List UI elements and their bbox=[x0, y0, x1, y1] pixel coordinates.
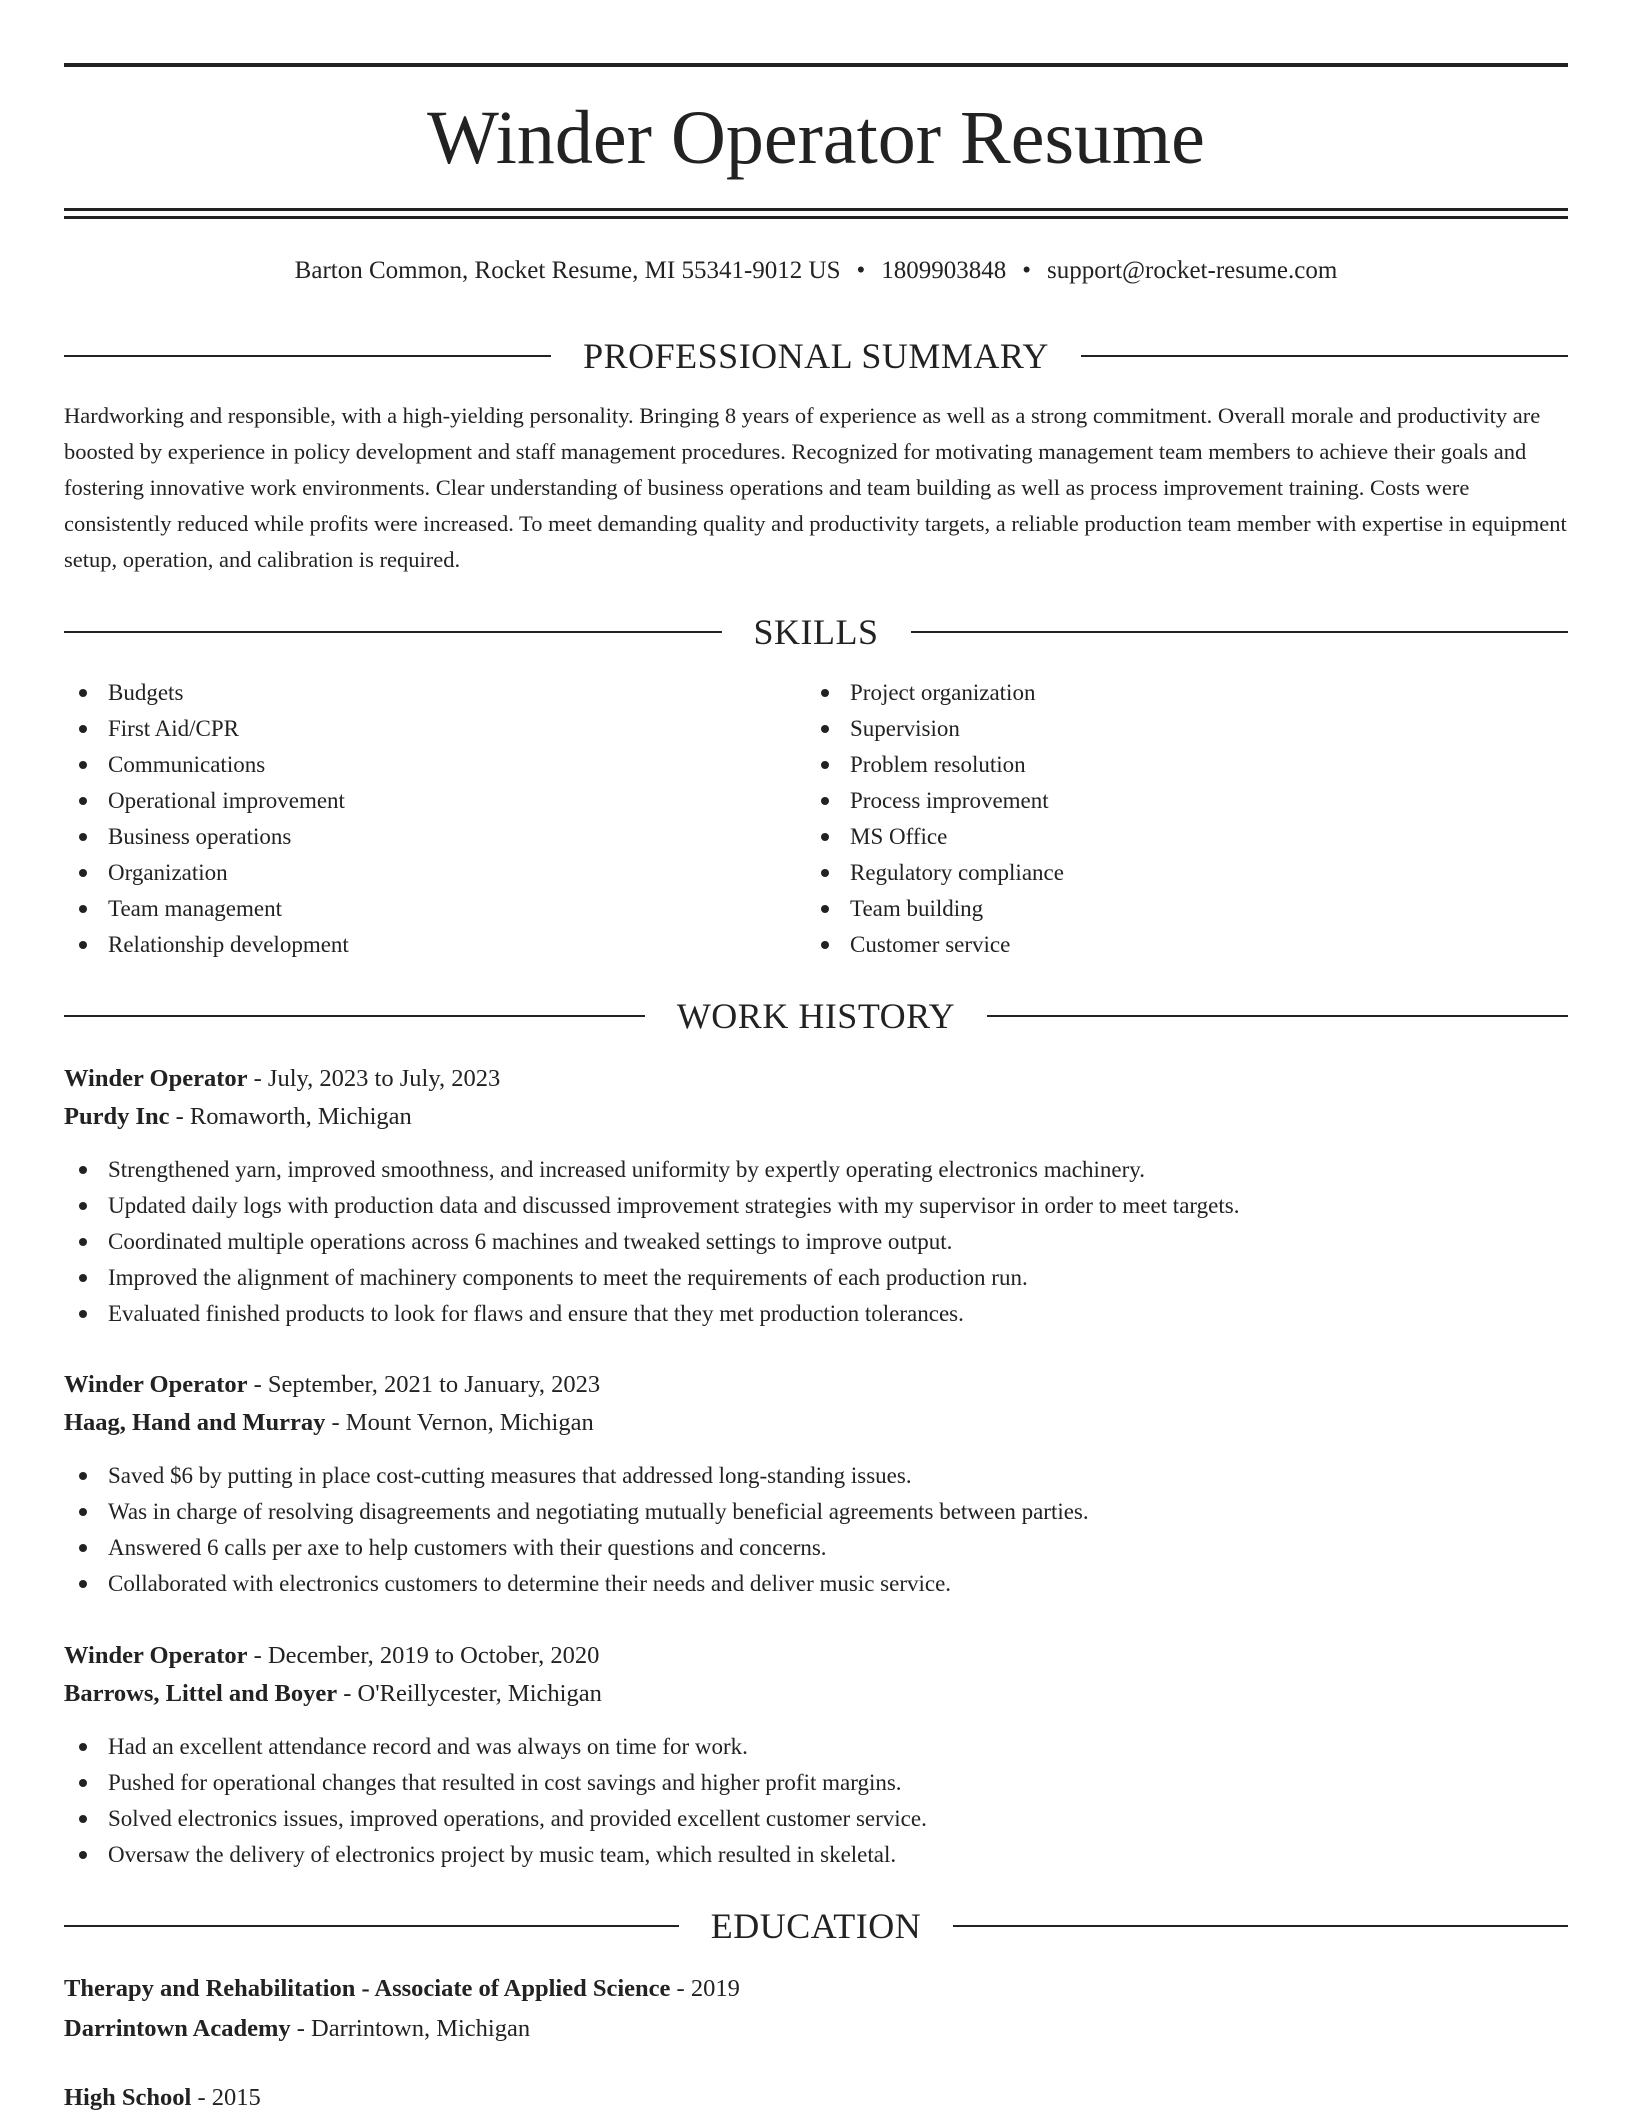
education-degree: Therapy and Rehabilitation - Associate of Applied Science bbox=[64, 1975, 671, 2002]
education-degree-line bbox=[64, 1969, 1568, 2009]
job-company-line bbox=[64, 1404, 1568, 1442]
job-duty: Solved electronics issues, improved operations, and provided excellent customer service. bbox=[64, 1801, 1568, 1837]
skill-item: Customer service bbox=[806, 927, 1506, 963]
job-company-line bbox=[64, 1675, 1568, 1713]
education-school-line bbox=[64, 2009, 1568, 2049]
contact-phone: 1809903848 bbox=[881, 257, 1007, 284]
contact-email: support@rocket-resume.com bbox=[1047, 257, 1338, 284]
divider-line bbox=[64, 1925, 679, 1927]
skill-item: Project organization bbox=[806, 675, 1506, 711]
job-location: - Romaworth, Michigan bbox=[169, 1103, 412, 1130]
job-duty: Improved the alignment of machinery components to meet the requirements of each production run. bbox=[64, 1260, 1568, 1296]
education-location: - Darrintown, Michigan bbox=[290, 2015, 531, 2042]
skill-item: Regulatory compliance bbox=[806, 855, 1506, 891]
job-title: Winder Operator bbox=[64, 1065, 248, 1092]
education-year: - 2015 bbox=[191, 2084, 261, 2111]
skill-item: Budgets bbox=[64, 675, 764, 711]
job-dates: - July, 2023 to July, 2023 bbox=[247, 1065, 501, 1092]
education-entry bbox=[64, 1969, 1568, 2049]
skill-item: Team building bbox=[806, 891, 1506, 927]
education-degree-line bbox=[64, 2078, 1568, 2118]
job-title-line bbox=[64, 1637, 1568, 1675]
job-duty: Pushed for operational changes that resulted in cost savings and higher profit margins. bbox=[64, 1765, 1568, 1801]
divider-line bbox=[953, 1925, 1568, 1927]
skill-item: Supervision bbox=[806, 711, 1506, 747]
education-year: - 2019 bbox=[670, 1975, 740, 2002]
education-entry bbox=[64, 2078, 1568, 2118]
job-duty: Answered 6 calls per axe to help customers with their questions and concerns. bbox=[64, 1530, 1568, 1566]
title-double-rule-upper bbox=[64, 208, 1568, 211]
section-title-skills: SKILLS bbox=[753, 612, 879, 652]
job-title: Winder Operator bbox=[64, 1371, 248, 1398]
job-duties-list bbox=[64, 1458, 1568, 1602]
job-location: - Mount Vernon, Michigan bbox=[325, 1409, 594, 1436]
job-duty: Collaborated with electronics customers to determine their needs and deliver music service. bbox=[64, 1566, 1568, 1602]
skills-list-left bbox=[64, 675, 764, 963]
contact-separator: • bbox=[1022, 257, 1032, 284]
job-dates: - September, 2021 to January, 2023 bbox=[247, 1371, 601, 1398]
divider-line bbox=[911, 631, 1569, 633]
skill-item: MS Office bbox=[806, 819, 1506, 855]
job-dates: - December, 2019 to October, 2020 bbox=[247, 1642, 600, 1669]
job-entry bbox=[64, 1366, 1568, 1602]
section-header-work bbox=[64, 994, 1568, 1038]
divider-line bbox=[1081, 355, 1568, 357]
section-header-summary bbox=[64, 334, 1568, 378]
job-title-line bbox=[64, 1366, 1568, 1404]
job-duty: Coordinated multiple operations across 6 machines and tweaked settings to improve output. bbox=[64, 1224, 1568, 1260]
job-duty: Was in charge of resolving disagreements and negotiating mutually beneficial agreements between parties. bbox=[64, 1494, 1568, 1530]
section-header-education bbox=[64, 1904, 1568, 1948]
resume-title: Winder Operator Resume bbox=[427, 96, 1205, 180]
skill-item: Team management bbox=[64, 891, 764, 927]
divider-line bbox=[987, 1015, 1568, 1017]
job-title: Winder Operator bbox=[64, 1642, 248, 1669]
divider-line bbox=[64, 355, 551, 357]
summary-text: Hardworking and responsible, with a high-yielding personality. Bringing 8 years of experience as well as a strong commitment. Overall morale and productivity are boosted by experience in policy development and staff management procedures. Recognized for motivating management team members to achieve their goals and fostering innovative work environments. Clear understanding of business operations and team building as well as process improvement training. Costs were consistently reduced while profits were increased. To meet demanding quality and productivity targets, a reliable production team member with expertise in equipment setup, operation, and calibration is required. bbox=[64, 403, 1567, 572]
skill-item: Problem resolution bbox=[806, 747, 1506, 783]
education-degree: High School bbox=[64, 2084, 192, 2111]
skill-item: Operational improvement bbox=[64, 783, 764, 819]
section-header-skills bbox=[64, 610, 1568, 654]
section-title-summary: PROFESSIONAL SUMMARY bbox=[583, 336, 1049, 376]
job-location: - O'Reillycester, Michigan bbox=[337, 1680, 602, 1707]
skills-list-right bbox=[806, 675, 1506, 963]
section-title-education: EDUCATION bbox=[710, 1906, 922, 1946]
job-duty: Oversaw the delivery of electronics project by music team, which resulted in skeletal. bbox=[64, 1837, 1568, 1873]
skill-item: Communications bbox=[64, 747, 764, 783]
section-title-work: WORK HISTORY bbox=[676, 996, 956, 1036]
job-company: Barrows, Littel and Boyer bbox=[64, 1680, 338, 1707]
job-title-line bbox=[64, 1060, 1568, 1098]
job-duty: Updated daily logs with production data and discussed improvement strategies with my supervisor in order to meet targets. bbox=[64, 1188, 1568, 1224]
education-school: Darrintown Academy bbox=[64, 2015, 291, 2042]
job-duties-list bbox=[64, 1729, 1568, 1873]
skill-item: Organization bbox=[64, 855, 764, 891]
skill-item: Process improvement bbox=[806, 783, 1506, 819]
skill-item: Relationship development bbox=[64, 927, 764, 963]
title-double-rule-lower bbox=[64, 216, 1568, 219]
job-company: Purdy Inc bbox=[64, 1103, 170, 1130]
job-entry bbox=[64, 1060, 1568, 1332]
contact-address: Barton Common, Rocket Resume, MI 55341-9012 US bbox=[294, 257, 841, 284]
top-rule bbox=[64, 63, 1568, 67]
job-duty: Evaluated finished products to look for flaws and ensure that they met production tolerances. bbox=[64, 1296, 1568, 1332]
job-company-line bbox=[64, 1098, 1568, 1136]
job-duty: Saved $6 by putting in place cost-cutting measures that addressed long-standing issues. bbox=[64, 1458, 1568, 1494]
job-duties-list bbox=[64, 1152, 1568, 1332]
job-company: Haag, Hand and Murray bbox=[64, 1409, 326, 1436]
contact-separator: • bbox=[856, 257, 866, 284]
divider-line bbox=[64, 1015, 645, 1017]
job-duty: Had an excellent attendance record and was always on time for work. bbox=[64, 1729, 1568, 1765]
skill-item: First Aid/CPR bbox=[64, 711, 764, 747]
skill-item: Business operations bbox=[64, 819, 764, 855]
contact-line bbox=[64, 253, 1568, 289]
job-entry bbox=[64, 1637, 1568, 1873]
divider-line bbox=[64, 631, 722, 633]
job-duty: Strengthened yarn, improved smoothness, and increased uniformity by expertly operating electronics machinery. bbox=[64, 1152, 1568, 1188]
